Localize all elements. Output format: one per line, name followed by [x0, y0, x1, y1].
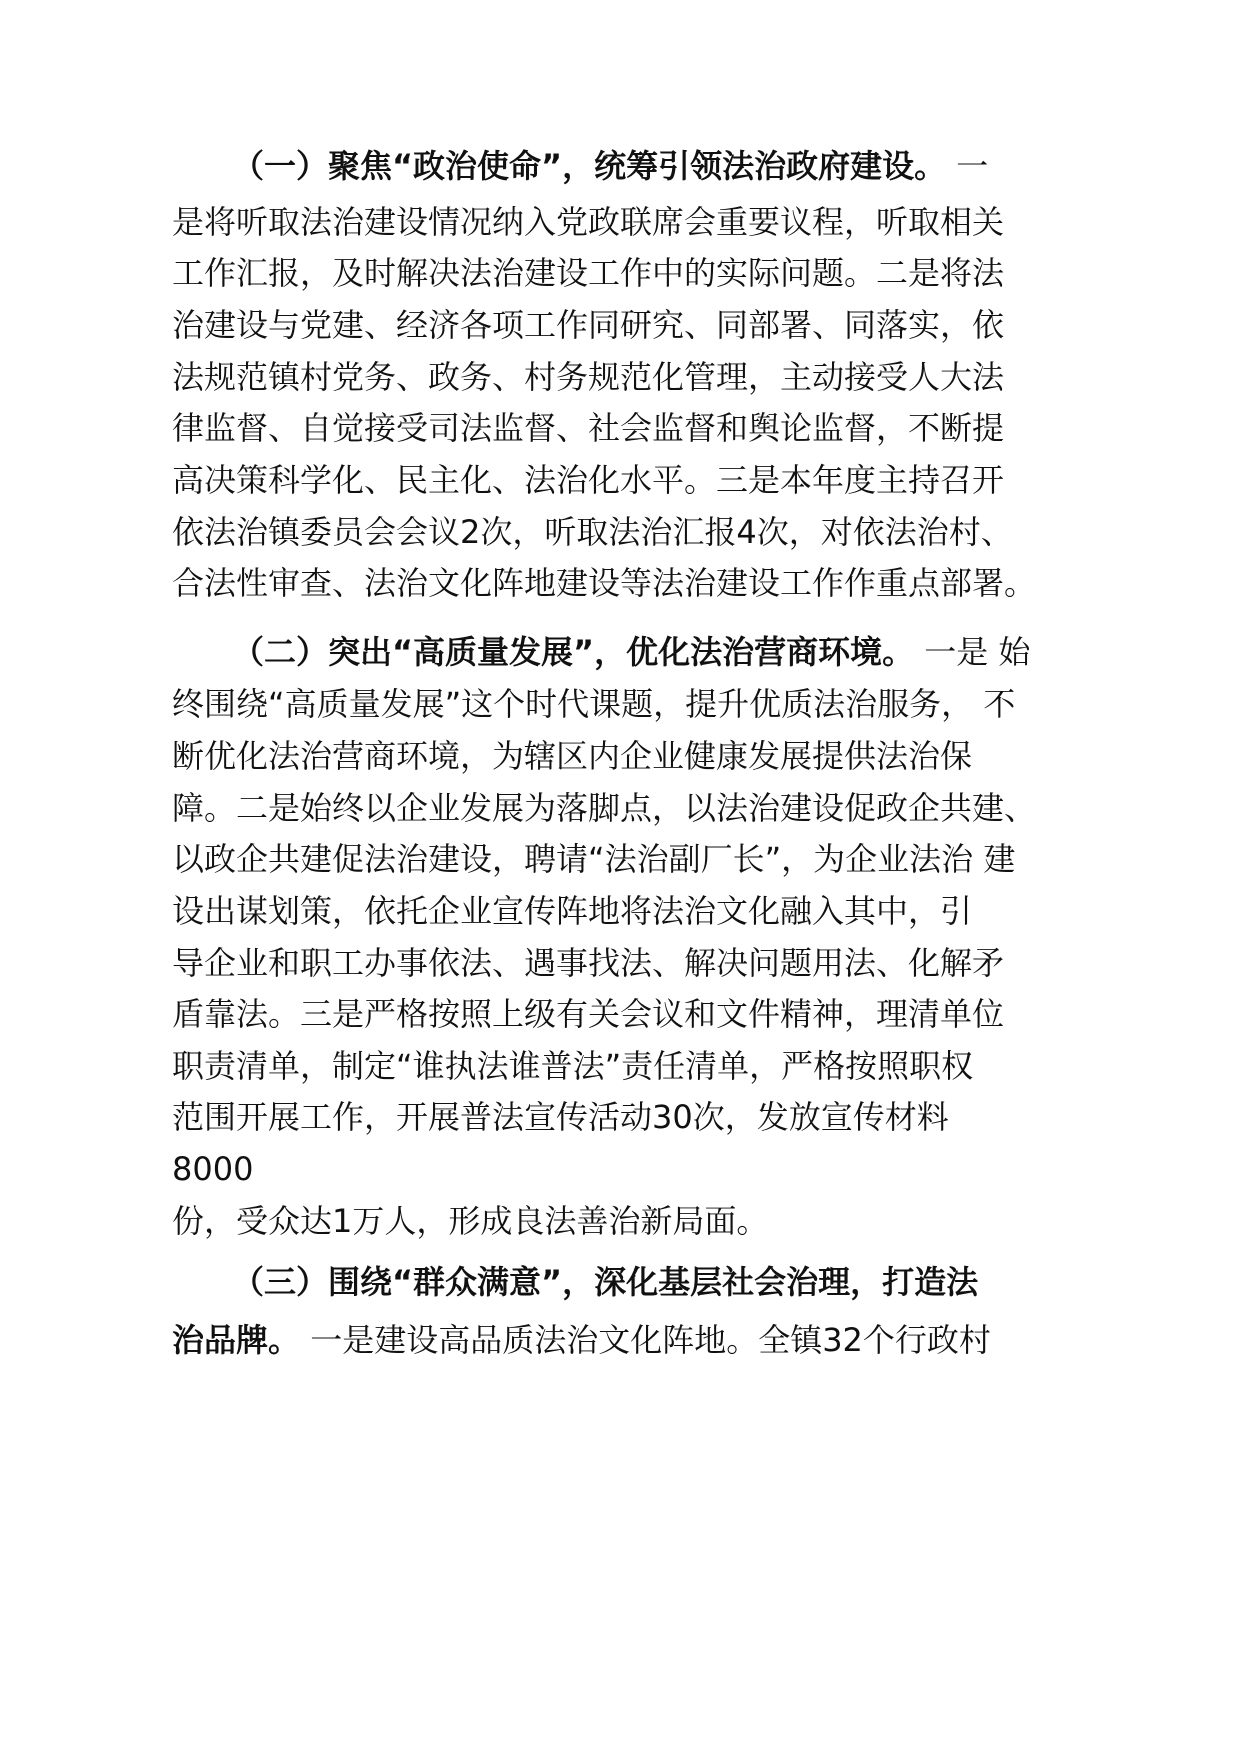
section-2-heading-line	[232, 632, 1030, 672]
section-3-heading-line	[232, 1262, 978, 1302]
section-3-heading-continued: 治品牌。	[172, 1321, 301, 1359]
body-line: 导企业和职工办事依法、遇事找法、解决问题用法、化解矛	[172, 944, 1005, 982]
body-line: 盾靠法。三是严格按照上级有关会议和文件精神，理清单位	[172, 995, 1005, 1033]
section-1-heading: （一）聚焦“政治使命”，统筹引领法治政府建设。	[232, 147, 947, 185]
text-segment: 一	[946, 147, 989, 185]
text-segment: 一是 始	[914, 633, 1031, 671]
body-line: 8000	[172, 1150, 254, 1188]
section-3-heading: （三）围绕“群众满意”，深化基层社会治理，打造法	[232, 1263, 979, 1301]
body-line: 工作汇报，及时解决法治建设工作中的实际问题。二是将法	[172, 254, 1005, 292]
text-segment: 一是建设高品质法治文化阵地。全镇32个行政村	[300, 1321, 991, 1359]
body-line: 依法治镇委员会会议2次，听取法治汇报4次，对依法治村、	[172, 513, 1013, 551]
body-line: 断优化法治营商环境，为辖区内企业健康发展提供法治保	[172, 737, 973, 775]
body-line: 以政企共建促法治建设，聘请“法治副厂长”，为企业法治 建	[172, 840, 1016, 878]
body-line	[172, 1320, 991, 1360]
section-2-heading: （二）突出“高质量发展”，优化法治营商环境。	[232, 633, 915, 671]
body-line: 合法性审查、法治文化阵地建设等法治建设工作作重点部署。	[172, 564, 1037, 602]
body-line: 职责清单，制定“谁执法谁普法”责任清单，严格按照职权	[172, 1047, 974, 1085]
body-line: 高决策科学化、民主化、法治化水平。三是本年度主持召开	[172, 461, 1005, 499]
body-line: 障。二是始终以企业发展为落脚点，以法治建设促政企共建、	[172, 789, 1037, 827]
body-line: 设出谋划策，依托企业宣传阵地将法治文化融入其中，引	[172, 892, 973, 930]
body-line: 治建设与党建、经济各项工作同研究、同部署、同落实，依	[172, 306, 1005, 344]
section-1-heading-line	[232, 146, 988, 186]
body-line: 律监督、自觉接受司法监督、社会监督和舆论监督，不断提	[172, 409, 1005, 447]
body-line: 法规范镇村党务、政务、村务规范化管理，主动接受人大法	[172, 358, 1005, 396]
body-line: 终围绕“高质量发展”这个时代课题，提升优质法治服务， 不	[172, 685, 1016, 723]
body-line: 份，受众达1万人，形成良法善治新局面。	[172, 1202, 769, 1240]
body-line: 是将听取法治建设情况纳入党政联席会重要议程，听取相关	[172, 203, 1005, 241]
body-line: 范围开展工作，开展普法宣传活动30次，发放宣传材料	[172, 1098, 949, 1136]
